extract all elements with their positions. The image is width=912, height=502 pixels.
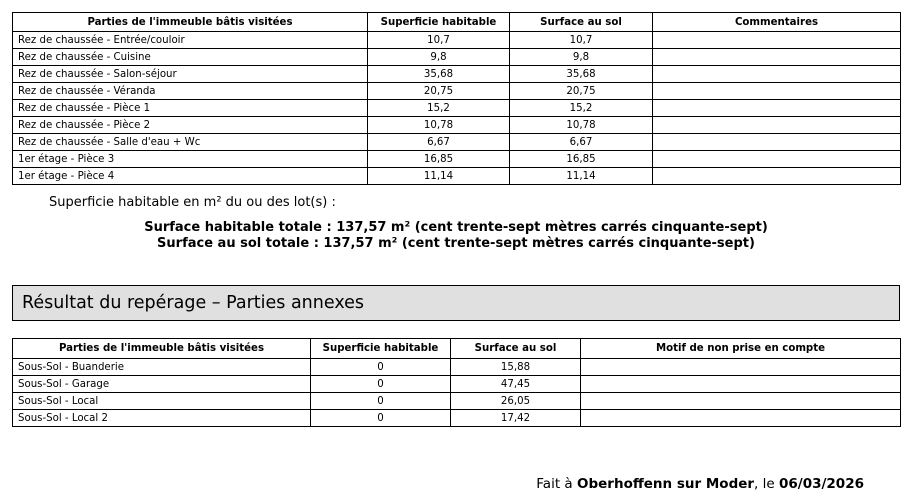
comment-cell [653, 168, 901, 185]
total-habitable-surface: Surface habitable totale : 137,57 m² (cent trente-sept mètres carrés cinquante-sept) [144, 220, 768, 235]
footer-date: 06/03/2026 [778, 476, 864, 492]
comment-cell [653, 83, 901, 100]
table-row [13, 410, 901, 427]
floor-area-cell: 10,78 [510, 117, 653, 134]
habitable-area-cell: 9,8 [368, 49, 510, 66]
habitable-area-cell: 11,14 [368, 168, 510, 185]
comment-cell [653, 117, 901, 134]
annex-parts-table [12, 338, 901, 427]
floor-area-cell: 16,85 [510, 151, 653, 168]
comment-cell [581, 393, 901, 410]
comment-cell [653, 32, 901, 49]
floor-area-cell: 20,75 [510, 83, 653, 100]
room-name-cell: Sous-Sol - Local 2 [13, 410, 311, 427]
floor-area-cell: 15,88 [451, 359, 581, 376]
table-header-row [13, 339, 901, 359]
habitable-area-cell: 6,67 [368, 134, 510, 151]
habitable-surfaces-table [12, 12, 901, 185]
habitable-area-cell: 16,85 [368, 151, 510, 168]
room-name-cell: Rez de chaussée - Salle d'eau + Wc [13, 134, 368, 151]
habitable-area-label: Superficie habitable en m² du ou des lot(s) : [49, 195, 336, 210]
floor-area-cell: 10,7 [510, 32, 653, 49]
section-title: Résultat du repérage – Parties annexes [22, 293, 365, 313]
habitable-area-cell: 15,2 [368, 100, 510, 117]
column-header: Surface au sol [451, 339, 581, 359]
table-row [13, 359, 901, 376]
table-row [13, 49, 901, 66]
table-row [13, 32, 901, 49]
table-row [13, 151, 901, 168]
comment-cell [653, 66, 901, 83]
column-header: Parties de l'immeuble bâtis visitées [13, 13, 368, 32]
room-name-cell: Rez de chaussée - Pièce 1 [13, 100, 368, 117]
footer-city: Oberhoffenn sur Moder [577, 476, 755, 492]
habitable-area-cell: 0 [311, 359, 451, 376]
room-name-cell: Sous-Sol - Buanderie [13, 359, 311, 376]
column-header: Surface au sol [510, 13, 653, 32]
table-row [13, 100, 901, 117]
room-name-cell: Rez de chaussée - Entrée/couloir [13, 32, 368, 49]
habitable-area-cell: 20,75 [368, 83, 510, 100]
room-name-cell: Sous-Sol - Garage [13, 376, 311, 393]
floor-area-cell: 26,05 [451, 393, 581, 410]
floor-area-cell: 6,67 [510, 134, 653, 151]
comment-cell [581, 410, 901, 427]
column-header: Parties de l'immeuble bâtis visitées [13, 339, 311, 359]
floor-area-cell: 11,14 [510, 168, 653, 185]
column-header: Superficie habitable [368, 13, 510, 32]
table-row [13, 66, 901, 83]
signature-line [536, 476, 864, 492]
habitable-area-cell: 10,78 [368, 117, 510, 134]
comment-cell [653, 134, 901, 151]
comment-cell [653, 100, 901, 117]
table-row [13, 117, 901, 134]
total-floor-surface: Surface au sol totale : 137,57 m² (cent trente-sept mètres carrés cinquante-sept) [157, 236, 755, 251]
table-row [13, 83, 901, 100]
room-name-cell: Sous-Sol - Local [13, 393, 311, 410]
room-name-cell: Rez de chaussée - Cuisine [13, 49, 368, 66]
table-row [13, 168, 901, 185]
habitable-area-cell: 0 [311, 410, 451, 427]
comment-cell [581, 376, 901, 393]
room-name-cell: Rez de chaussée - Véranda [13, 83, 368, 100]
footer-middle: , le [754, 476, 775, 492]
column-header: Commentaires [653, 13, 901, 32]
comment-cell [653, 151, 901, 168]
floor-area-cell: 47,45 [451, 376, 581, 393]
room-name-cell: 1er étage - Pièce 4 [13, 168, 368, 185]
comment-cell [581, 359, 901, 376]
comment-cell [653, 49, 901, 66]
table-row [13, 393, 901, 410]
habitable-area-cell: 0 [311, 393, 451, 410]
column-header: Superficie habitable [311, 339, 451, 359]
table-row [13, 376, 901, 393]
table-header-row [13, 13, 901, 32]
table-row [13, 134, 901, 151]
habitable-area-cell: 0 [311, 376, 451, 393]
habitable-area-cell: 35,68 [368, 66, 510, 83]
habitable-area-cell: 10,7 [368, 32, 510, 49]
column-header: Motif de non prise en compte [581, 339, 901, 359]
section-banner [12, 285, 900, 321]
footer-prefix: Fait à [536, 476, 573, 492]
floor-area-cell: 9,8 [510, 49, 653, 66]
room-name-cell: 1er étage - Pièce 3 [13, 151, 368, 168]
floor-area-cell: 17,42 [451, 410, 581, 427]
floor-area-cell: 15,2 [510, 100, 653, 117]
room-name-cell: Rez de chaussée - Pièce 2 [13, 117, 368, 134]
floor-area-cell: 35,68 [510, 66, 653, 83]
room-name-cell: Rez de chaussée - Salon-séjour [13, 66, 368, 83]
